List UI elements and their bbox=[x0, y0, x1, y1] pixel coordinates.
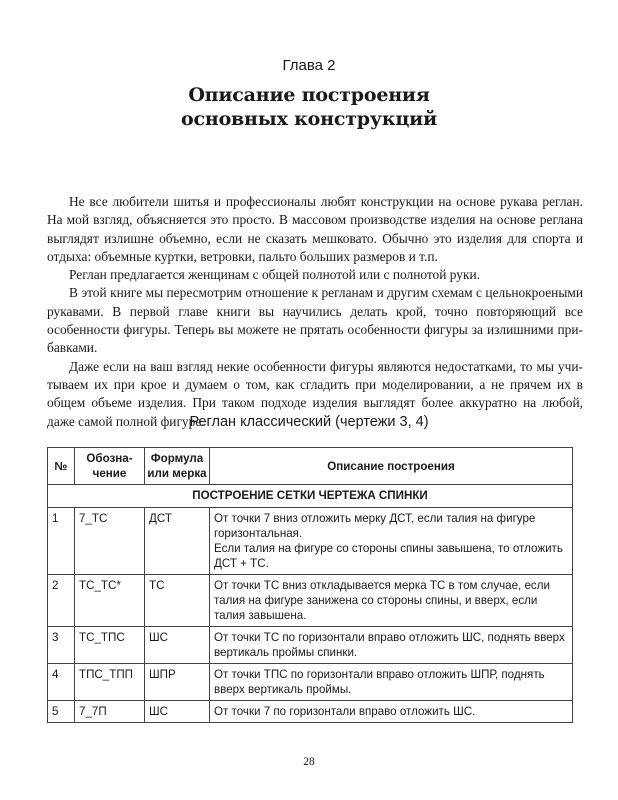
header-formula-line-2: или мерка bbox=[147, 467, 207, 480]
row-formula: ДСТ bbox=[145, 508, 210, 575]
row-num: 4 bbox=[48, 664, 75, 701]
chapter-label: Глава 2 bbox=[282, 57, 336, 74]
row-formula: ШС bbox=[145, 701, 210, 723]
header-formula-line-1: Формула bbox=[150, 452, 204, 465]
header-code-line-1: Обозна- bbox=[86, 452, 133, 465]
row-description: От точки ТС по горизонтали вправо отложить ШС, поднять вверх вертикаль проймы спинки. bbox=[210, 627, 573, 664]
row-code: 7_ТС bbox=[75, 508, 145, 575]
table-row bbox=[48, 701, 573, 723]
row-code: ТС_ТПС bbox=[75, 627, 145, 664]
row-num: 5 bbox=[48, 701, 75, 723]
row-num: 2 bbox=[48, 575, 75, 627]
header-description: Описание построения bbox=[210, 448, 573, 485]
row-formula: ТС bbox=[145, 575, 210, 627]
chapter-title-line-2: основных конструкций bbox=[181, 108, 437, 130]
header-code-line-2: чение bbox=[92, 467, 127, 480]
construction-table bbox=[47, 447, 573, 723]
table-row bbox=[48, 575, 573, 627]
paragraph: В этой книге мы пересмотрим отношение к регланам и другим схемам с цельнокроеными рукавами. В первой главе книги вы научились делать крой, точно повторяющий все особенности фигуры. Теперь вы можете не прятать особенности фигуры за излишними прибавками. bbox=[47, 285, 583, 356]
row-description: От точки 7 вниз отложить мерку ДСТ, если талия на фигуре горизонтальная. Если талия на фигуре со стороны спины завышена, то отложить ДСТ + ТС. bbox=[210, 508, 573, 575]
section-row bbox=[48, 485, 573, 508]
row-description: От точки ТС вниз откладывается мерка ТС в том случае, если талия на фигуре занижена со стороны спины, и вверх, если талия завышена. bbox=[210, 575, 573, 627]
intro-text bbox=[47, 193, 583, 431]
table-row bbox=[48, 627, 573, 664]
header-code bbox=[75, 448, 145, 485]
row-formula: ШС bbox=[145, 627, 210, 664]
row-num: 3 bbox=[48, 627, 75, 664]
page-number: 28 bbox=[303, 756, 315, 768]
row-description: От точки 7 по горизонтали вправо отложить ШС. bbox=[210, 701, 573, 723]
section-title: ПОСТРОЕНИЕ СЕТКИ ЧЕРТЕЖА СПИНКИ bbox=[48, 485, 573, 508]
row-code: ТПС_ТПП bbox=[75, 664, 145, 701]
table-row bbox=[48, 664, 573, 701]
row-code: ТС_ТС* bbox=[75, 575, 145, 627]
row-code: 7_7П bbox=[75, 701, 145, 723]
chapter-title-line-1: Описание построения bbox=[188, 84, 430, 106]
table-header-row bbox=[48, 448, 573, 485]
table-heading: Реглан классический (чертежи 3, 4) bbox=[189, 414, 429, 430]
row-description: От точки ТПС по горизонтали вправо отложить ШПР, поднять вверх вертикаль проймы. bbox=[210, 664, 573, 701]
table-row bbox=[48, 508, 573, 575]
row-formula: ШПР bbox=[145, 664, 210, 701]
paragraph: Не все любители шитья и профессионалы любят конструкции на основе рукава реглан. На мой взгляд, объясняется это просто. В массовом производстве изделия на основе реглана выглядят излишне объемно, если не сказать мешковато. Обычно это изделия для спорта и отдыха: объемные куртки, ветровки, пальто больших размеров и т.п. bbox=[47, 194, 583, 264]
chapter-title bbox=[0, 83, 618, 131]
paragraph: Даже если на ваш взгляд некие особенности фигуры являются недостатками, то мы учитываем их при крое и думаем о том, как сгладить при моделировании, а не прячем их в общем объеме изделия. При таком подходе изделия выглядят более аккуратно на любой, даже самой полной фигуре. bbox=[47, 358, 583, 429]
header-num: № bbox=[48, 448, 75, 485]
header-formula bbox=[145, 448, 210, 485]
row-num: 1 bbox=[48, 508, 75, 575]
paragraph: Реглан предлагается женщинам с общей полнотой или с полнотой руки. bbox=[69, 267, 480, 283]
